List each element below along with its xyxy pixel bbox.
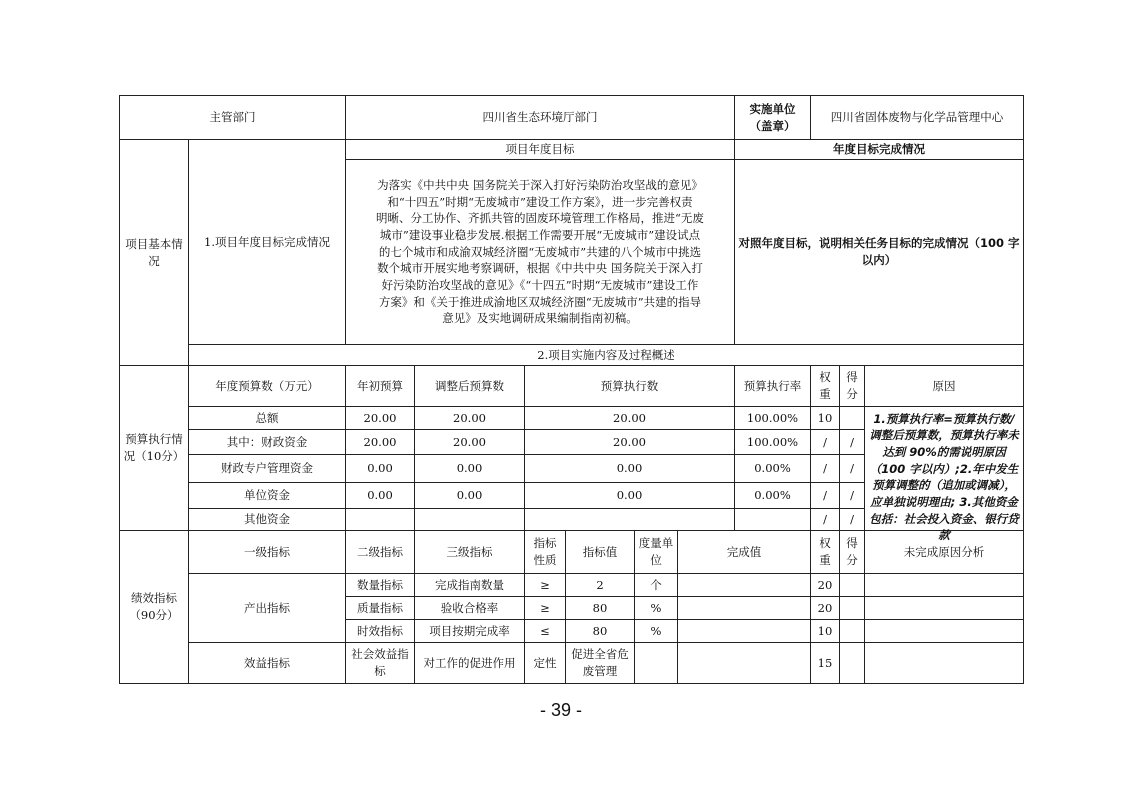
budget-row-executed bbox=[525, 509, 735, 531]
perf-row-level2: 时效指标 bbox=[346, 620, 415, 643]
perf-benefit-analysis bbox=[865, 643, 1024, 684]
budget-row-name: 单位资金 bbox=[189, 483, 346, 509]
budget-col-executed: 预算执行数 bbox=[525, 366, 735, 407]
perf-row-unit: % bbox=[635, 597, 678, 620]
perf-col-unit: 度量单位 bbox=[635, 531, 678, 574]
perf-benefit-nature: 定性 bbox=[525, 643, 566, 684]
perf-row-value: 80 bbox=[566, 597, 635, 620]
basic-section-label: 项目基本情况 bbox=[120, 140, 189, 366]
goal-line: 明晰、分工协作、齐抓共管的固废环境管理工作格局，推进“无废 bbox=[376, 211, 704, 226]
budget-row-executed: 20.00 bbox=[525, 430, 735, 455]
goal-line: 的七个城市和成渝双城经济圈“无废城市”共建的八个城市中挑选 bbox=[378, 244, 702, 259]
budget-row-name: 财政专户管理资金 bbox=[189, 455, 346, 483]
perf-col-nature: 指标性质 bbox=[525, 531, 566, 574]
perf-row-weight: 20 bbox=[811, 574, 840, 597]
perf-benefit-level2: 社会效益指标 bbox=[346, 643, 415, 684]
perf-benefit-level3: 对工作的促进作用 bbox=[415, 643, 525, 684]
budget-row-initial: 20.00 bbox=[346, 430, 415, 455]
perf-header-row bbox=[120, 531, 1024, 574]
perf-row-completion bbox=[678, 574, 811, 597]
status-text: 对照年度目标，说明相关任务目标的完成情况（100 字以内） bbox=[735, 160, 1024, 345]
perf-row-weight: 20 bbox=[811, 597, 840, 620]
goal-line: 和“十四五”时期“无废城市”建设工作方案》，进一步完善权责 bbox=[387, 194, 693, 209]
perf-benefit-level1: 效益指标 bbox=[189, 643, 346, 684]
budget-row-name: 其中：财政资金 bbox=[189, 430, 346, 455]
perf-row-nature: ≤ bbox=[525, 620, 566, 643]
budget-row-initial: 0.00 bbox=[346, 455, 415, 483]
perf-benefit-row bbox=[120, 643, 1024, 684]
budget-row-initial bbox=[346, 509, 415, 531]
budget-col-weight: 权重 bbox=[811, 366, 840, 407]
perf-row-level3: 完成指南数量 bbox=[415, 574, 525, 597]
budget-section-label: 预算执行情况（10分） bbox=[120, 366, 189, 531]
budget-row-rate: 100.00% bbox=[735, 407, 811, 430]
budget-row-adjusted: 20.00 bbox=[415, 407, 525, 430]
budget-row-weight: / bbox=[811, 483, 840, 509]
budget-row-executed: 20.00 bbox=[525, 407, 735, 430]
budget-reason-note-text: 1.预算执行率=预算执行数/调整后预算数，预算执行率未达到 90%的需说明原因（100 字以内）;2.年中发生预算调整的（追加或调减），应单独说明理由; 3.其他资金包括：社会投入资金、银行贷款 bbox=[869, 411, 1019, 543]
perf-row-analysis bbox=[865, 574, 1024, 597]
header-row bbox=[120, 96, 1024, 140]
perf-output-label: 产出指标 bbox=[189, 574, 346, 643]
perf-row-analysis bbox=[865, 620, 1024, 643]
status-header: 年度目标完成情况 bbox=[735, 140, 1024, 160]
perf-row-score bbox=[840, 574, 865, 597]
perf-col-completion: 完成值 bbox=[678, 531, 811, 574]
budget-row-score: / bbox=[840, 509, 865, 531]
perf-benefit-completion bbox=[678, 643, 811, 684]
impl-unit-value: 四川省固体废物与化学品管理中心 bbox=[811, 96, 1024, 140]
perf-row-nature: ≥ bbox=[525, 574, 566, 597]
perf-row-completion bbox=[678, 597, 811, 620]
budget-col-adjusted: 调整后预算数 bbox=[415, 366, 525, 407]
perf-col-analysis: 未完成原因分析 bbox=[865, 531, 1024, 574]
budget-col-reason: 原因 bbox=[865, 366, 1024, 407]
perf-row-level3: 验收合格率 bbox=[415, 597, 525, 620]
basic-item2-label: 2.项目实施内容及过程概述 bbox=[189, 345, 1024, 366]
budget-row-initial: 0.00 bbox=[346, 483, 415, 509]
budget-row-executed: 0.00 bbox=[525, 483, 735, 509]
budget-row-adjusted: 0.00 bbox=[415, 455, 525, 483]
perf-row-value: 80 bbox=[566, 620, 635, 643]
impl-unit-label bbox=[735, 96, 811, 140]
impl-unit-label-line1: 实施单位 bbox=[749, 101, 796, 116]
dept-label: 主管部门 bbox=[120, 96, 346, 140]
budget-row-weight: / bbox=[811, 430, 840, 455]
perf-row-unit: 个 bbox=[635, 574, 678, 597]
budget-col-annual: 年度预算数（万元） bbox=[189, 366, 346, 407]
goal-line: 好污染防治攻坚战的意见》《“十四五”时期“无废城市”建设工作 bbox=[381, 278, 699, 292]
perf-row-level2: 数量指标 bbox=[346, 574, 415, 597]
perf-row-weight: 10 bbox=[811, 620, 840, 643]
perf-col-score: 得分 bbox=[840, 531, 865, 574]
budget-row bbox=[120, 407, 1024, 430]
budget-col-rate: 预算执行率 bbox=[735, 366, 811, 407]
perf-row-unit: % bbox=[635, 620, 678, 643]
perf-row-level2: 质量指标 bbox=[346, 597, 415, 620]
perf-col-weight: 权重 bbox=[811, 531, 840, 574]
page-number: - 39 - bbox=[539, 700, 582, 720]
budget-row-score bbox=[840, 407, 865, 430]
perf-row bbox=[120, 574, 1024, 597]
budget-row-weight: / bbox=[811, 509, 840, 531]
performance-evaluation-form bbox=[119, 95, 1024, 684]
budget-col-score: 得分 bbox=[840, 366, 865, 407]
goal-line: 为落实《中共中央 国务院关于深入打好污染防治攻坚战的意见》 bbox=[377, 177, 703, 192]
budget-row-rate: 0.00% bbox=[735, 455, 811, 483]
perf-col-level1: 一级指标 bbox=[189, 531, 346, 574]
perf-col-level3: 三级指标 bbox=[415, 531, 525, 574]
goal-header: 项目年度目标 bbox=[346, 140, 735, 160]
perf-row-value: 2 bbox=[566, 574, 635, 597]
budget-row-adjusted: 0.00 bbox=[415, 483, 525, 509]
perf-row-score bbox=[840, 597, 865, 620]
perf-row-nature: ≥ bbox=[525, 597, 566, 620]
perf-col-value: 指标值 bbox=[566, 531, 635, 574]
budget-header-row bbox=[120, 366, 1024, 407]
budget-row-weight: / bbox=[811, 455, 840, 483]
goal-line: 方案》和《关于推进成渝地区双城经济圈“无废城市”共建的指导 bbox=[378, 294, 702, 309]
impl-unit-label-line2: （盖章） bbox=[749, 118, 796, 133]
budget-row-adjusted: 20.00 bbox=[415, 430, 525, 455]
budget-row-rate: 0.00% bbox=[735, 483, 811, 509]
goal-line: 数个城市开展实地考察调研，根据《中共中央 国务院关于深入打 bbox=[377, 261, 703, 276]
perf-row-analysis bbox=[865, 597, 1024, 620]
budget-reason-note bbox=[865, 407, 1024, 543]
perf-row-completion bbox=[678, 620, 811, 643]
basic-item1-label: 1.项目年度目标完成情况 bbox=[189, 140, 346, 345]
perf-benefit-value: 促进全省危废管理 bbox=[566, 643, 635, 684]
perf-col-level2: 二级指标 bbox=[346, 531, 415, 574]
goal-line: 意见》及实地调研成果编制指南初稿。 bbox=[442, 311, 638, 326]
perf-row-level3: 项目按期完成率 bbox=[415, 620, 525, 643]
budget-row-initial: 20.00 bbox=[346, 407, 415, 430]
budget-row-name: 其他资金 bbox=[189, 509, 346, 531]
perf-section-label: 绩效指标（90分） bbox=[120, 531, 189, 684]
budget-row-score: / bbox=[840, 483, 865, 509]
budget-row-executed: 0.00 bbox=[525, 455, 735, 483]
budget-row-adjusted bbox=[415, 509, 525, 531]
perf-benefit-unit bbox=[635, 643, 678, 684]
dept-value: 四川省生态环境厅部门 bbox=[346, 96, 735, 140]
perf-benefit-weight: 15 bbox=[811, 643, 840, 684]
budget-row-score: / bbox=[840, 455, 865, 483]
budget-row-rate bbox=[735, 509, 811, 531]
perf-benefit-score bbox=[840, 643, 865, 684]
basic-header-row bbox=[120, 140, 1024, 160]
budget-row-weight: 10 bbox=[811, 407, 840, 430]
goal-text bbox=[346, 160, 735, 345]
budget-row-name: 总额 bbox=[189, 407, 346, 430]
goal-line: 城市”建设事业稳步发展.根据工作需要开展“无废城市”建设试点 bbox=[379, 227, 701, 242]
budget-row-score: / bbox=[840, 430, 865, 455]
budget-col-initial: 年初预算 bbox=[346, 366, 415, 407]
budget-row-rate: 100.00% bbox=[735, 430, 811, 455]
perf-row-score bbox=[840, 620, 865, 643]
basic-item2-row bbox=[120, 345, 1024, 366]
